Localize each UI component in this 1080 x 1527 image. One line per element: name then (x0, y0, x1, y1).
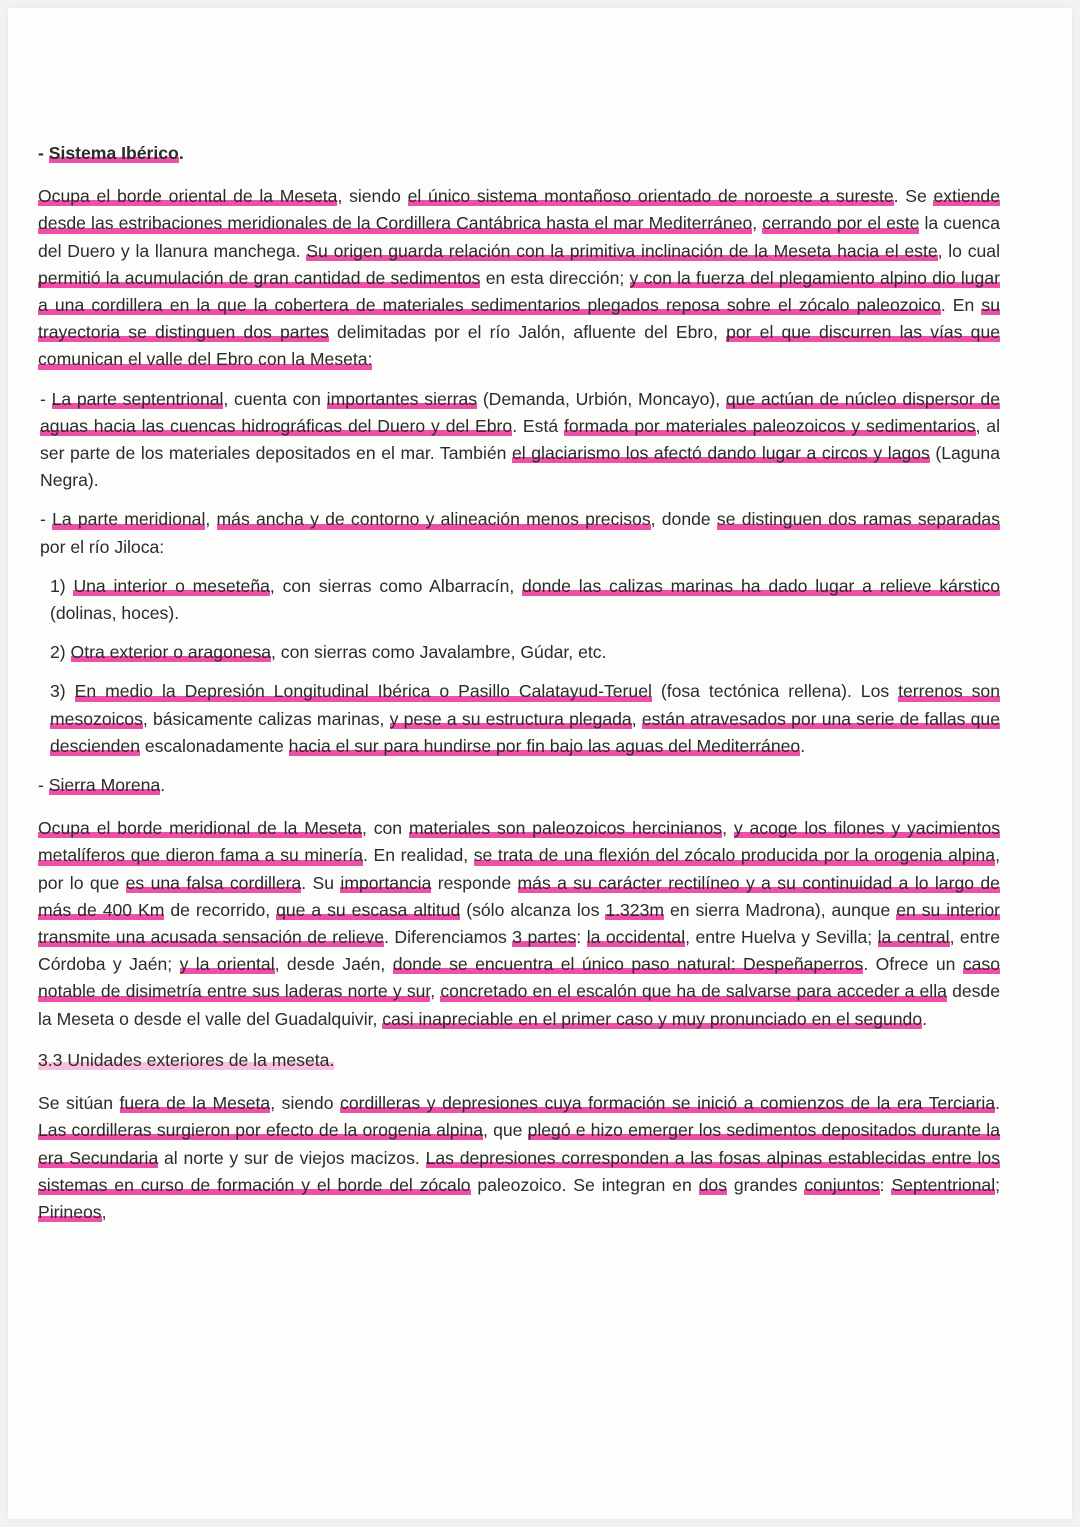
text: en esta dirección; (480, 267, 630, 288)
text: grandes (727, 1174, 805, 1195)
highlighted-text: y la oriental (179, 954, 275, 975)
highlighted-text: la occidental (586, 927, 686, 948)
text: (fosa tectónica rellena). Los (651, 681, 899, 702)
highlighted-text: En medio la Depresión Longitudinal Ibérica o Pasillo Calatayud-Teruel (74, 681, 652, 702)
highlighted-text: Septentrional (891, 1174, 996, 1195)
text: (sólo alcanza los (460, 899, 606, 920)
highlighted-text: concretado en el escalón que ha de salvarse para acceder a ella (440, 981, 947, 1002)
highlighted-text: casi inapreciable en el primer caso y muy pronunciado en el segundo (382, 1008, 923, 1029)
text: . Se (893, 186, 934, 207)
text: , (722, 818, 734, 839)
highlighted-text: cerrando por el este (762, 213, 920, 234)
text: (dolinas, hoces). (50, 603, 180, 624)
highlighted-text: extiende desde las estribaciones meridionales de la Cordillera Cantábrica hasta el mar Mediterráneo (38, 186, 1001, 234)
highlighted-text: conjuntos (804, 1174, 880, 1195)
list-item-rama-1 (50, 573, 1000, 627)
text: responde (431, 872, 518, 893)
highlighted-text: el único sistema montañoso orientado de noroeste a sureste (407, 186, 894, 207)
highlighted-text: más ancha y de contorno y alineación menos precisos (216, 509, 651, 530)
highlighted-text: y acoge los filones y yacimientos metalíferos que dieron fama a su minería (38, 818, 1001, 866)
highlighted-text: fuera de la Meseta (119, 1093, 271, 1114)
highlighted-text: más a su carácter rectilíneo y a su continuidad a lo largo de más de 400 Km (38, 872, 1000, 920)
text: , por lo que (38, 845, 1000, 893)
text: , con sierras como Javalambre, Gúdar, etc. (271, 642, 607, 663)
text: desde la Meseta o desde el valle del Guadalquivir, (38, 981, 1001, 1029)
highlighted-text: por el que discurren las vías que comunican el valle del Ebro con la Meseta: (38, 322, 1001, 370)
text: 1) (50, 575, 74, 596)
highlighted-text: en su interior transmite una acusada sensación de relieve (38, 899, 1001, 948)
highlighted-text: Las depresiones corresponden a las fosas alpinas establecidas entre los sistemas en curso de formación y el borde del zócalo (38, 1147, 1000, 1195)
text: de recorrido, (164, 899, 277, 920)
text: . (800, 735, 806, 756)
highlighted-text: que a su escasa altitud (276, 899, 461, 920)
heading-sierra-morena: - Sierra Morena. (38, 775, 166, 796)
text: ; (995, 1174, 1001, 1195)
text: , cuenta con (223, 388, 327, 409)
text: , que (483, 1120, 528, 1141)
highlighted-text: hacia el sur para hundirse por fin bajo las aguas del Mediterráneo (288, 735, 801, 756)
highlighted-text: donde se encuentra el único paso natural: Despeñaperros (392, 954, 864, 975)
text: , entre Huelva y Sevilla; (685, 927, 878, 948)
text: . Diferenciamos (384, 927, 513, 948)
text: en sierra Madrona), aunque (664, 899, 897, 920)
text: . Está (512, 415, 564, 436)
text: , siendo (337, 186, 408, 207)
text: , (752, 213, 763, 234)
text: : (879, 1174, 892, 1195)
highlighted-text: 1.323m (605, 899, 665, 920)
text: 3) (50, 681, 75, 702)
text: escalonadamente (140, 735, 289, 756)
paragraph-iberico-intro (38, 183, 1000, 373)
text: . En realidad, (363, 845, 474, 866)
highlighted-text: La parte septentrional (51, 388, 224, 409)
text: , (101, 1201, 107, 1222)
text: Se sitúan (38, 1093, 120, 1114)
text: delimitadas por el río Jalón, afluente del Ebro, (328, 322, 727, 343)
text: : (576, 927, 587, 948)
text: , entre Córdoba y Jaén; (38, 927, 1000, 975)
highlighted-text: se trata de una flexión del zócalo producida por la orogenia alpina (473, 845, 996, 866)
text: . (995, 1093, 1000, 1114)
text: , con (361, 818, 409, 839)
text: , desde Jaén, (274, 954, 393, 975)
highlighted-text: y pese a su estructura plegada (389, 708, 632, 729)
highlighted-text: Pirineos (38, 1201, 102, 1222)
list-item-rama-2 (50, 639, 1000, 666)
text: . (922, 1008, 928, 1029)
heading-text: Sierra Morena (48, 775, 161, 796)
highlighted-text: el glaciarismo los afectó dando lugar a circos y lagos (512, 443, 930, 464)
text: - (40, 509, 53, 530)
text: 2) (50, 642, 71, 663)
text: , al ser parte de los materiales depositados en el mar. También (40, 415, 1000, 464)
highlighted-text: Las cordilleras surgieron por efecto de la orogenia alpina (38, 1120, 484, 1141)
text: . Su (301, 872, 341, 893)
list-item-rama-3 (50, 678, 1000, 760)
highlighted-text: están atravesados por una serie de fallas que descienden (50, 708, 1000, 756)
heading-unidades-exteriores: 3.3 Unidades exteriores de la meseta. (38, 1049, 335, 1070)
highlighted-text: dos (698, 1174, 727, 1195)
highlighted-text: donde las calizas marinas ha dado lugar a relieve kárstico (522, 575, 1000, 596)
highlighted-text: materiales son paleozoicos hercinianos (408, 818, 723, 839)
heading-text: Sistema Ibérico (48, 143, 179, 163)
highlighted-text: plegó e hizo emerger los sedimentos depositados durante la era Secundaria (38, 1120, 1000, 1168)
text: , con sierras como Albarracín, (269, 575, 523, 596)
text: , siendo (270, 1093, 341, 1114)
text: paleozoico. Se integran en (470, 1174, 699, 1195)
text: por el río Jiloca: (40, 536, 165, 557)
text: (Laguna Negra). (40, 443, 1000, 491)
text: , (430, 981, 441, 1002)
text: , (631, 708, 642, 729)
heading-sistema-iberico: - Sistema Ibérico. (38, 143, 184, 163)
text: , (205, 509, 217, 530)
text: , básicamente calizas marinas, (142, 708, 390, 729)
highlighted-text: terrenos son mesozoicos (50, 681, 1000, 729)
highlighted-text: Ocupa el borde oriental de la Meseta (38, 186, 338, 207)
highlighted-text: Otra exterior o aragonesa (70, 642, 272, 663)
highlighted-text: cordilleras y depresiones cuya formación se inició a comienzos de la era Terciaria (340, 1093, 996, 1114)
text: . En (940, 295, 982, 316)
highlighted-text: Una interior o meseteña (73, 575, 270, 596)
paragraph-parte-septentrional (40, 386, 1000, 495)
highlighted-text: su trayectoria se distinguen dos partes (38, 295, 1001, 343)
highlighted-text: La parte meridional (52, 509, 206, 530)
document-page (8, 8, 1072, 1519)
highlighted-text: importancia (340, 872, 432, 893)
highlighted-text: se distinguen dos ramas separadas (716, 509, 1000, 530)
paragraph-sierra-morena (38, 815, 1000, 1033)
text: (Demanda, Urbión, Moncayo), (477, 388, 726, 409)
text: la cuenca del Duero y la llanura manchega. (38, 213, 1001, 261)
text: - (40, 388, 52, 409)
text: , lo cual (937, 240, 1000, 261)
paragraph-unidades-exteriores (38, 1090, 1000, 1226)
highlighted-text: que actúan de núcleo dispersor de aguas hacia las cuencas hidrográficas del Duero y del Ebro (40, 388, 1000, 436)
highlighted-text: permitió la acumulación de gran cantidad de sedimentos (38, 267, 481, 288)
highlighted-text: caso notable de disimetría entre sus laderas norte y sur (38, 954, 1000, 1002)
text: al norte y sur de viejos macizos. (158, 1147, 426, 1168)
highlighted-text: Su origen guarda relación con la primitiva inclinación de la Meseta hacia el este (306, 240, 938, 261)
highlighted-text: Ocupa el borde meridional de la Meseta (38, 818, 362, 839)
highlighted-text: 3 partes (512, 927, 577, 948)
highlighted-text: y con la fuerza del plegamiento alpino dio lugar a una cordillera en la que la cobertera de materiales sedimentarios plegados reposa sobre el zócalo paleozoico (38, 267, 1000, 316)
highlighted-text: es una falsa cordillera (125, 872, 302, 893)
paragraph-parte-meridional (40, 506, 1000, 560)
text: , donde (650, 509, 717, 530)
highlighted-text: formada por materiales paleozoicos y sedimentarios (563, 415, 976, 436)
text: . Ofrece un (863, 954, 963, 975)
highlighted-text: la central (877, 927, 950, 948)
document-body (38, 140, 1000, 1238)
highlighted-text: importantes sierras (326, 388, 478, 409)
